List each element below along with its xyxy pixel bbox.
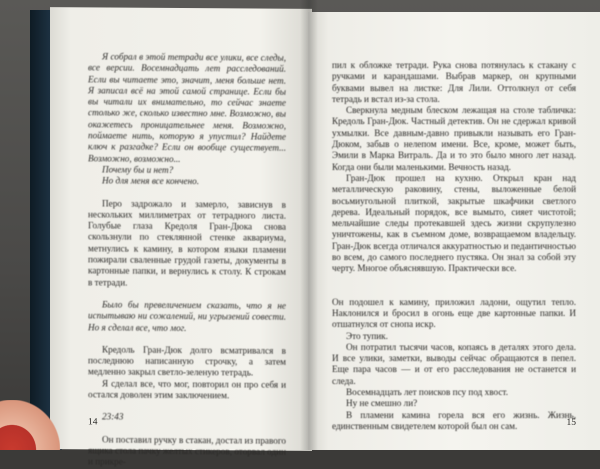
left-closing-paragraph: Он поставил ручку в стакан, достал из правого ящика стола пачку желтых стикеров, оторвал один и прикре- xyxy=(88,434,286,467)
right-paragraph: Он подошел к камину, приложил ладони, ощутил тепло. Наклонился и бросил в огонь еще две картонные папки. И отшатнулся от снопа искр. xyxy=(332,296,576,330)
left-page-text xyxy=(88,51,286,469)
right-paragraph: Сверкнула медным блеском лежащая на столе табличка: Кредоль Гран-Дюк. Частный детектив. Он не сдержал кривой ухмылки. Все давным-давно привыкли называть его Гран-Дюком, забыв о нелепом имени. Все, кроме, может быть, Эмили в Марка Витраль. Да и то это было много лет назад. Когда они были маленькими. Вечность назад. xyxy=(332,105,576,172)
right-paragraph: Это тупик. xyxy=(346,330,388,341)
time-stamp: 23:43 xyxy=(102,411,124,422)
book-gutter xyxy=(300,0,318,450)
right-page-number: 15 xyxy=(566,418,576,428)
right-paragraph: Восемнадцать лет поисков псу под хвост. xyxy=(346,387,509,398)
left-paragraph: Но для меня все кончено. xyxy=(102,175,200,187)
right-paragraph: Гран-Дюк прошел на кухню. Открыл кран над металлическую раковину, стены, выложенные белой восьмиугольной плиткой, закрытые шкафчики светлого дерева. Идеальный порядок, все вымыто, сияет чистотой; мельчайшие следы протекавшей здесь жизни скрупулезно уничтожены, как в съемном доме, возвращаемом владельцу. Гран-Дюк всегда отличался аккуратностью и педантичностью во всем, до самого последнего пустяка. Он знал за собой эту черту. Многое объяснявшую. Практически все. xyxy=(332,172,576,274)
right-page-text xyxy=(332,60,576,432)
left-paragraph: Было бы превеличением сказать, что я не испытываю ни сожалений, ни угрызений совести. Но я сделал все, что мог. xyxy=(88,299,286,333)
left-paragraph: Перо задрожало и замерло, зависнув в нескольких миллиметрах от тетрадного листа. Голубые глаза Кредоля Гран-Дюка снова скользнули по стеклянной стенке аквариума, метнулись к камину, в котором языки пламени пожирали сваленные грудой газеты, документы в картонные папки, и вернулись к столу. К строкам в тетради. xyxy=(88,198,286,288)
left-page xyxy=(50,7,312,467)
right-paragraph: пил к обложке тетради. Рука снова потянулась к стакану с ручками и карандашами. Выбрав маркер, он крупными буквами вывел на листке: Для Лили. Оттолкнул от себя тетрадь и встал из-за стола. xyxy=(332,60,576,104)
left-page-number: 14 xyxy=(88,417,98,428)
right-paragraph: В пламени камина горела вся его жизнь. Жизнь, единственным свидетелем которой был он сам. xyxy=(332,409,576,431)
right-page xyxy=(308,12,600,450)
left-paragraph: Я сделал все, что мог, повторил он про себя и остался доволен этим заключением. xyxy=(88,378,286,401)
right-paragraph: Он потратил тысячи часов, копаясь в деталях этого дела. И все улики, заметки, выводы сейчас обращаются в пепел. Еще пара часов — и от его расследования не останется и следа. xyxy=(332,341,576,386)
left-paragraph: Почему бы и нет? xyxy=(102,164,174,175)
left-paragraph: Я собрал в этой тетради все улики, все следы, все версии. Восемнадцать лет расследований. Если вы читаете это, значит, меня больше нет. Я записал всё на этой самой странице. Если бы вы читали их внимательно, то сейчас знаете столько же, сколько известно мне. Возможно, вы окажетесь проницательнее меня. Возможно, поймаете нить, которую я упустил? Найдете ключ к разгадке? Если он вообще существует... Возможно, возможно... xyxy=(88,51,286,164)
finger-with-red-nail xyxy=(0,400,60,450)
right-paragraph: Ну не смешно ли? xyxy=(346,398,418,409)
left-paragraph: Кредоль Гран-Дюк долго всматривался в последнюю написанную строчку, а затем медленно закрыл светло-зеленую тетрадь. xyxy=(88,344,286,378)
